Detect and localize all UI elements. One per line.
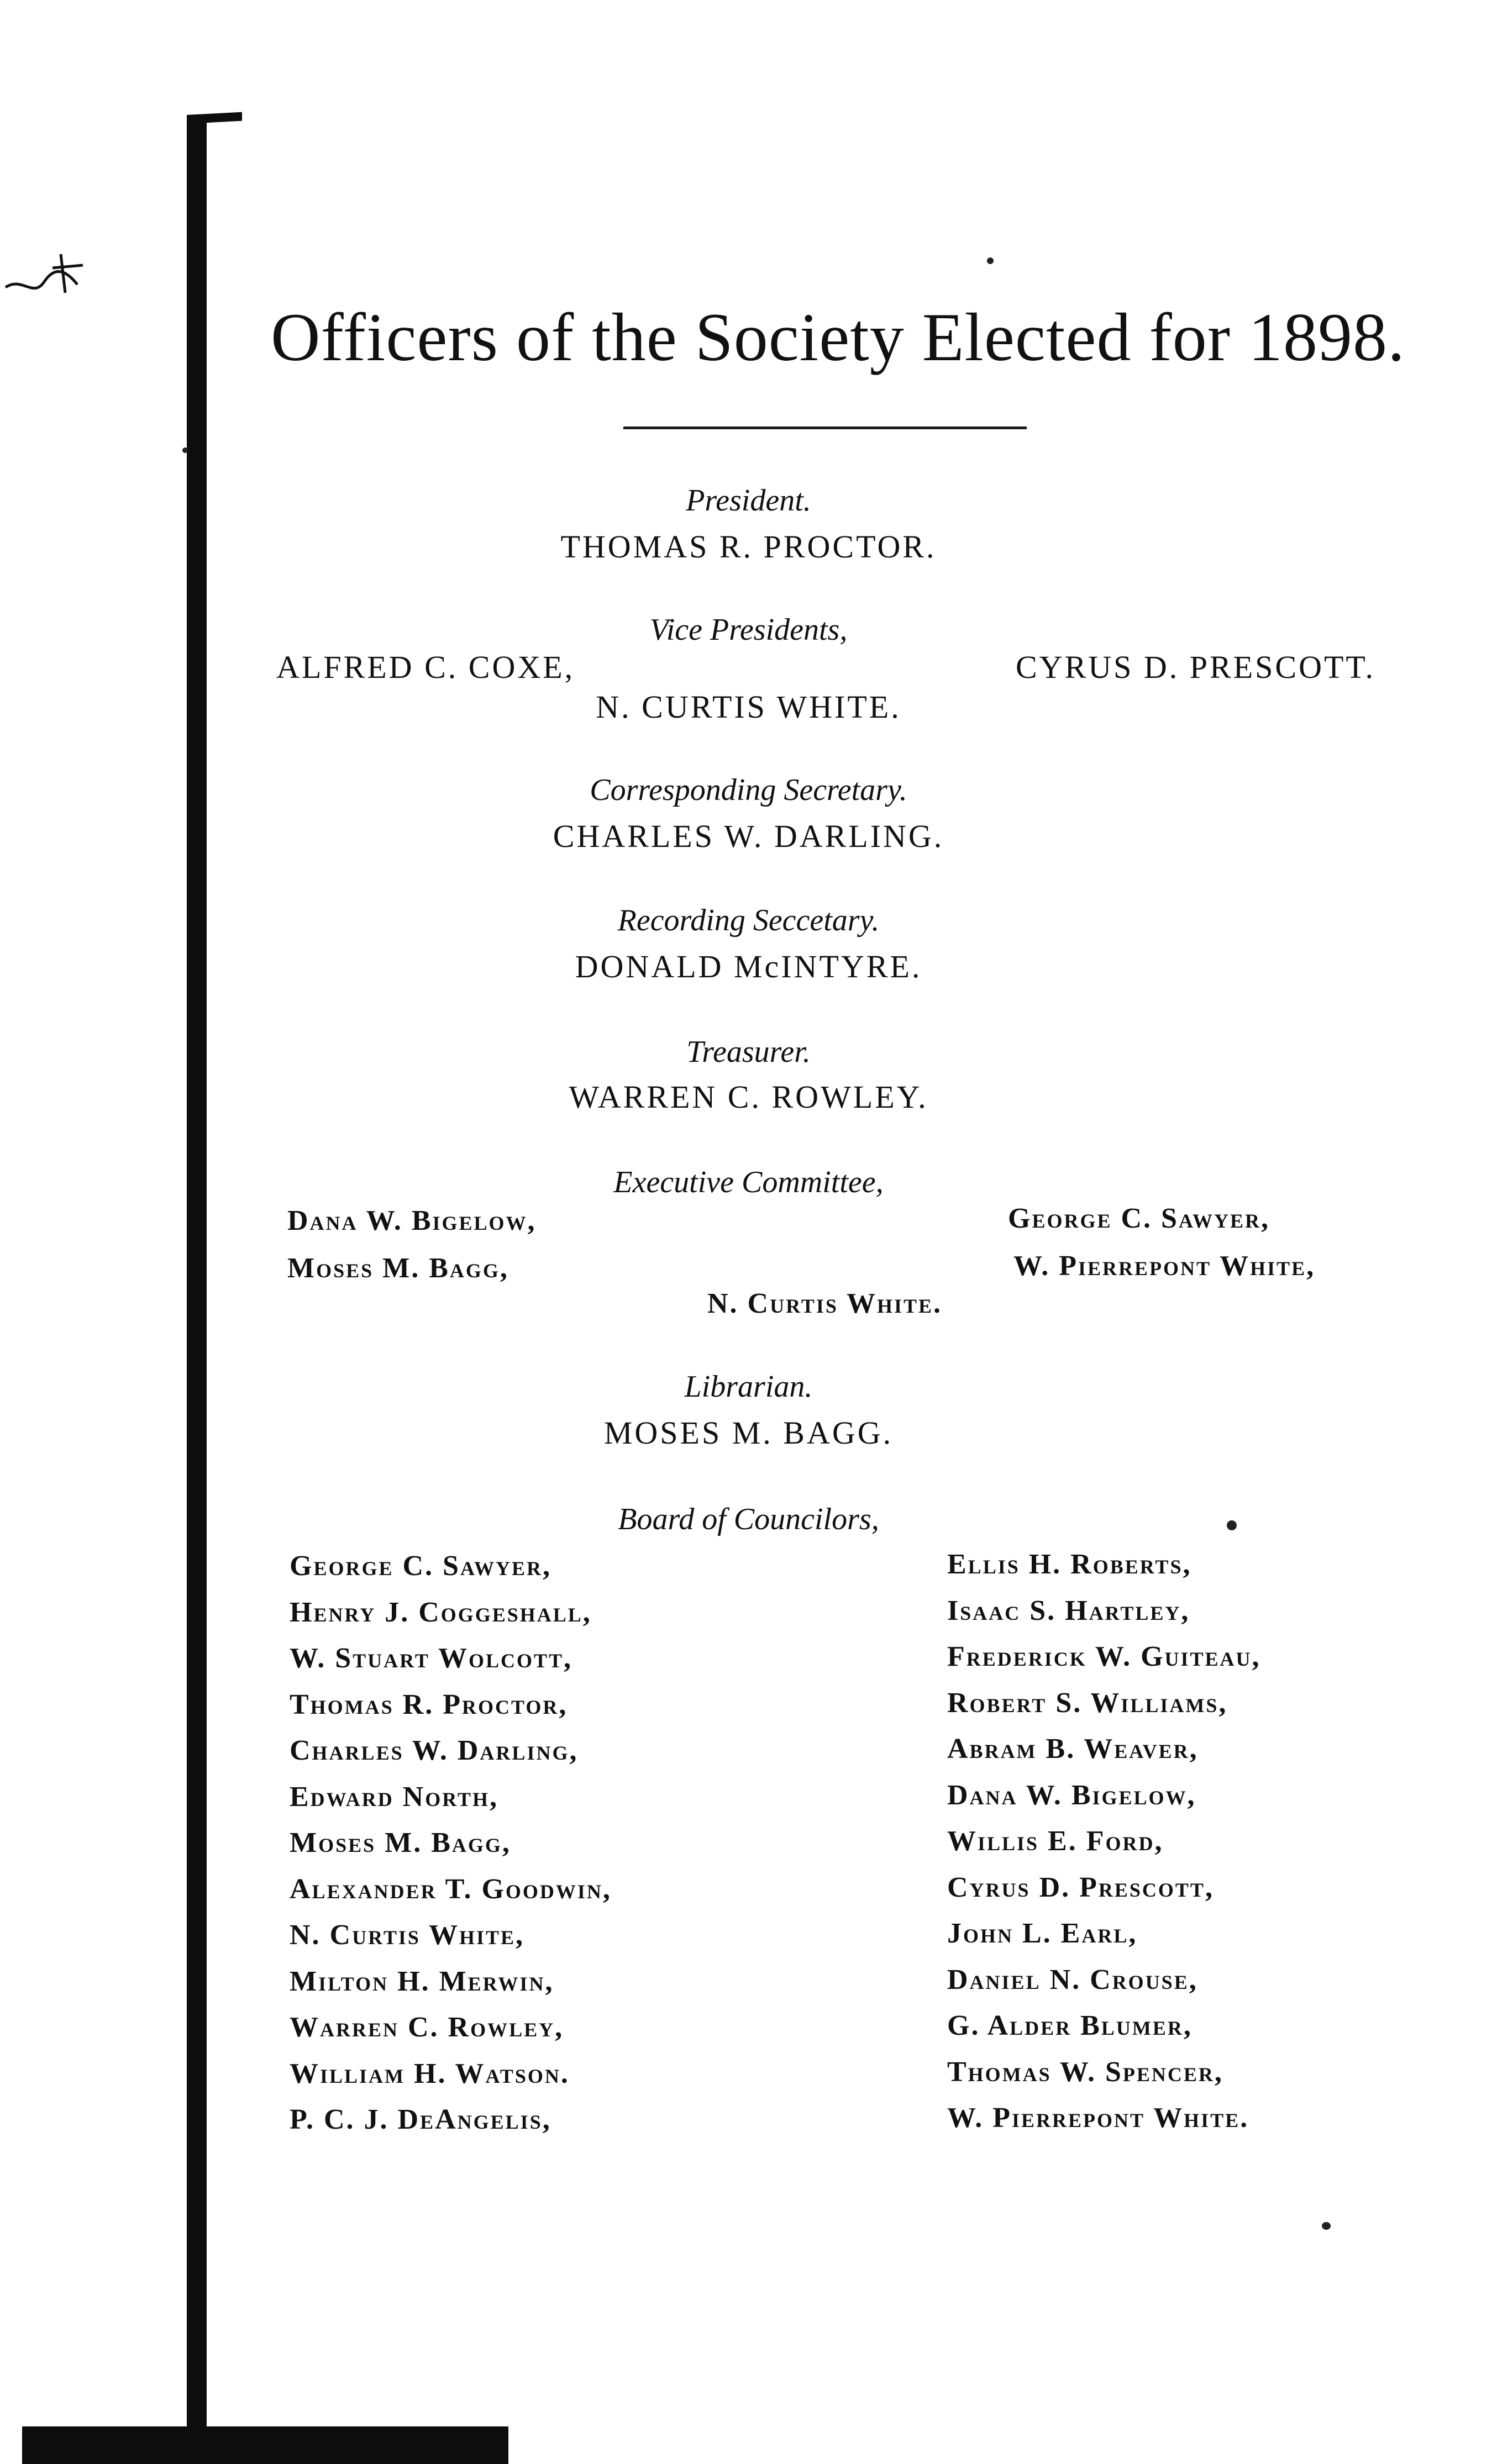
vice-presidents-heading: Vice Presidents, xyxy=(649,613,848,647)
councilor: Ellis H. Roberts, xyxy=(947,1549,1192,1580)
vice-president-right: CYRUS D. PRESCOTT. xyxy=(1016,649,1376,685)
councilor: Dana W. Bigelow, xyxy=(947,1779,1196,1811)
councilor: Thomas W. Spencer, xyxy=(947,2056,1223,2088)
speck xyxy=(182,447,188,453)
executive-committee-left-member: Dana W. Bigelow, xyxy=(287,1205,537,1236)
councilor: William H. Watson. xyxy=(290,2057,570,2089)
executive-committee-left-member: Moses M. Bagg, xyxy=(287,1252,509,1284)
councilor: John L. Earl, xyxy=(947,1918,1138,1949)
librarian-heading: Librarian. xyxy=(684,1370,813,1404)
binding-bar xyxy=(187,117,207,2454)
councilor: W. Pierrepont White. xyxy=(947,2102,1249,2134)
speck xyxy=(1322,2222,1331,2230)
councilor: Warren C. Rowley, xyxy=(290,2012,564,2043)
title-rule xyxy=(623,427,1027,429)
president-heading: President. xyxy=(686,483,811,518)
councilor: Henry J. Coggeshall, xyxy=(290,1596,592,1628)
councilor: Frederick W. Guiteau, xyxy=(947,1641,1261,1672)
councilor: Charles W. Darling, xyxy=(290,1735,579,1766)
vice-president-left: ALFRED C. COXE, xyxy=(276,649,575,685)
councilor: Daniel N. Crouse, xyxy=(947,1963,1198,1996)
treasurer-name: WARREN C. ROWLEY. xyxy=(569,1079,928,1115)
speck xyxy=(987,257,994,264)
corresponding-secretary-name: CHARLES W. DARLING. xyxy=(553,818,944,854)
councilor: W. Stuart Wolcott, xyxy=(290,1642,572,1674)
recording-secretary-name: DONALD McINTYRE. xyxy=(575,949,922,984)
councilor: Thomas R. Proctor, xyxy=(290,1688,568,1720)
binding-bar-bottom xyxy=(22,2426,508,2464)
councilor: N. Curtis White, xyxy=(290,1919,524,1951)
councilor: Edward North, xyxy=(290,1781,498,1813)
councilor: Moses M. Bagg, xyxy=(290,1827,511,1858)
councilor: Abram B. Weaver, xyxy=(947,1733,1199,1765)
president-name: THOMAS R. PROCTOR. xyxy=(560,529,937,565)
librarian-name: MOSES M. BAGG. xyxy=(603,1415,894,1451)
recording-secretary-heading: Recording Seccetary. xyxy=(617,903,880,938)
treasurer-heading: Treasurer. xyxy=(686,1035,811,1069)
board-of-councilors-heading: Board of Councilors, xyxy=(618,1502,879,1536)
councilors-left-column xyxy=(290,1543,612,2143)
councilors-right-column xyxy=(947,1541,1261,2141)
councilor: Cyrus D. Prescott, xyxy=(947,1871,1214,1903)
councilor: Robert S. Williams, xyxy=(947,1687,1228,1719)
executive-committee-right-member: George C. Sawyer, xyxy=(1008,1203,1270,1234)
vice-president-center: N. CURTIS WHITE. xyxy=(596,689,901,725)
councilor: Isaac S. Hartley, xyxy=(947,1594,1190,1626)
corresponding-secretary-heading: Corresponding Secretary. xyxy=(590,773,907,807)
executive-committee-heading: Executive Committee, xyxy=(613,1165,884,1199)
page-title: Officers of the Society Elected for 1898. xyxy=(271,299,1406,375)
councilor: G. Alder Blumer, xyxy=(947,2010,1193,2041)
councilor: Alexander T. Goodwin, xyxy=(290,1873,612,1905)
executive-committee-center-member: N. Curtis White. xyxy=(707,1288,942,1319)
councilor: Willis E. Ford, xyxy=(947,1825,1164,1857)
executive-committee-right-member: W. Pierrepont White, xyxy=(1013,1250,1316,1282)
margin-handwriting-mark xyxy=(0,243,88,309)
councilor: George C. Sawyer, xyxy=(290,1550,551,1582)
councilor: Milton H. Merwin, xyxy=(290,1965,554,1997)
councilor: P. C. J. DeAngelis, xyxy=(290,2104,551,2135)
